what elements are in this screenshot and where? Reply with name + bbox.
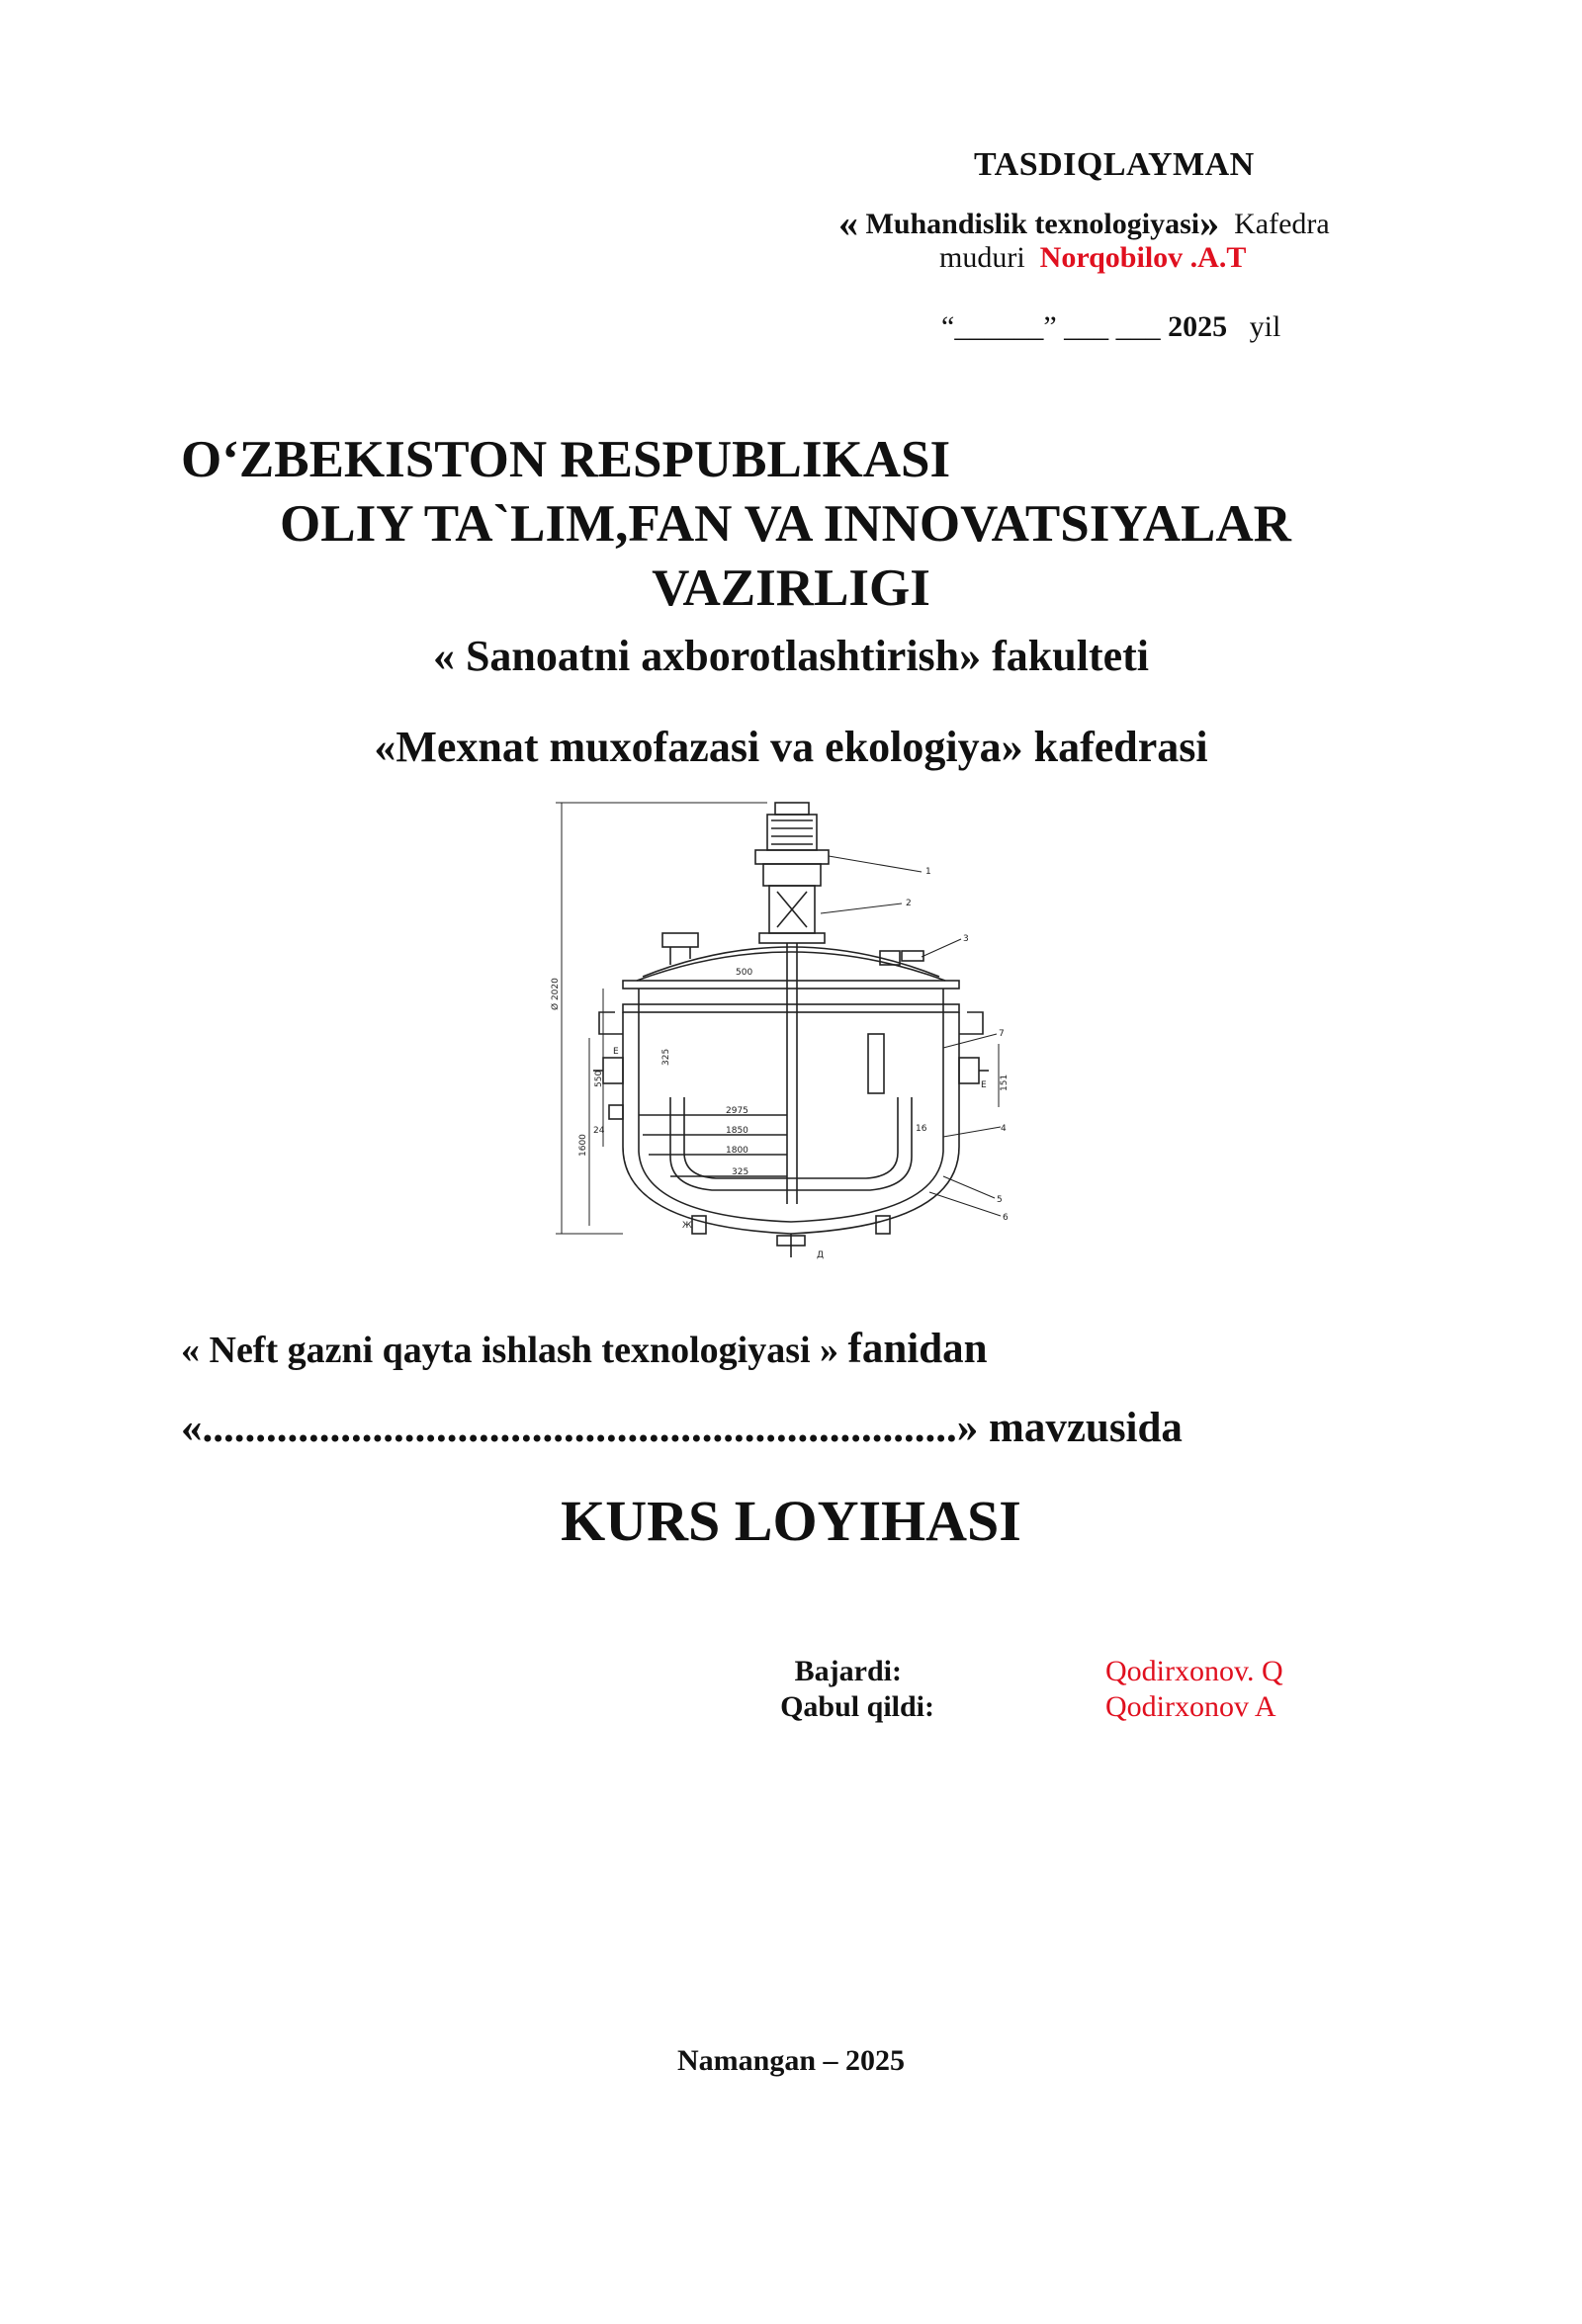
faculty-name: « Sanoatni axborotlashtirish» fakulteti <box>432 632 1150 680</box>
dim-325: 325 <box>732 1167 749 1177</box>
theme-blank: «.......................................................................» <box>181 1405 979 1451</box>
year-word: yil <box>1249 310 1281 343</box>
ministry-line-1: O‘ZBEKISTON RESPUBLIKASI <box>181 431 951 488</box>
dim-550: 550 <box>594 1070 604 1087</box>
dim-16: 16 <box>916 1124 927 1134</box>
dim-d2020: Ø 2020 <box>551 978 561 1010</box>
leader-e-left: E <box>613 1047 619 1057</box>
dim-24: 24 <box>593 1126 605 1136</box>
leader-5: 5 <box>997 1195 1003 1205</box>
ministry-line-2: OLIY TA`LIM,FAN VA INNOVATSIYALAR <box>280 495 1291 553</box>
dim-2975: 2975 <box>726 1106 748 1116</box>
approval-title: TASDIQLAYMAN <box>974 146 1255 183</box>
theme-line <box>181 1404 1183 1452</box>
close-quote: » <box>1199 201 1220 245</box>
leader-3: 3 <box>963 934 969 944</box>
kafedra-word: Kafedra <box>1234 208 1330 240</box>
accepted-by-name: Qodirxonov A <box>1105 1690 1276 1723</box>
leader-2: 2 <box>906 899 912 908</box>
dim-325b: 325 <box>661 1048 671 1066</box>
leader-1: 1 <box>925 867 931 877</box>
leader-zh: Ж <box>682 1221 692 1231</box>
approval-date-line <box>941 310 1280 344</box>
leader-4: 4 <box>1001 1124 1007 1134</box>
approval-year: 2025 <box>1168 310 1228 343</box>
leader-7: 7 <box>999 1029 1005 1039</box>
dim-151: 151 <box>1000 1074 1010 1091</box>
fanidan-word: fanidan <box>847 1326 988 1372</box>
department-name: «Mexnat muxofazasi va ekologiya» kafedrasi <box>374 723 1208 771</box>
done-by-label: Bajardi: <box>794 1655 902 1687</box>
document-title: KURS LOYIHASI <box>561 1489 1021 1553</box>
approval-department-name: Muhandislik texnologiyasi <box>865 208 1200 240</box>
course-line <box>181 1325 988 1373</box>
date-blank: “______” ___ ___ <box>941 310 1161 343</box>
dim-1600: 1600 <box>578 1134 588 1157</box>
leader-d: Д <box>817 1250 825 1260</box>
open-quote: « <box>838 201 858 245</box>
department-head-name: Norqobilov .A.T <box>1039 241 1247 274</box>
approval-head-line <box>939 241 1246 275</box>
ministry-line-3: VAZIRLIGI <box>652 559 930 617</box>
leader-e-right: E <box>981 1080 987 1090</box>
dim-500: 500 <box>736 968 753 978</box>
accepted-by-label: Qabul qildi: <box>780 1690 934 1723</box>
muduri-word: muduri <box>939 241 1025 274</box>
mavzusida-word: mavzusida <box>989 1405 1183 1451</box>
gearbox <box>755 850 829 864</box>
approval-department-line <box>838 200 1330 246</box>
dim-1800: 1800 <box>726 1146 748 1156</box>
reactor-drawing <box>551 801 1028 1265</box>
motor-top <box>775 803 809 815</box>
course-name: « Neft gazni qayta ishlash texnologiyasi » <box>181 1330 839 1371</box>
city-year-footer: Namangan – 2025 <box>676 2044 906 2077</box>
vessel-bottom <box>639 1152 943 1222</box>
dim-1850: 1850 <box>726 1126 748 1136</box>
done-by-name: Qodirxonov. Q <box>1105 1655 1283 1687</box>
leader-6: 6 <box>1003 1213 1009 1223</box>
